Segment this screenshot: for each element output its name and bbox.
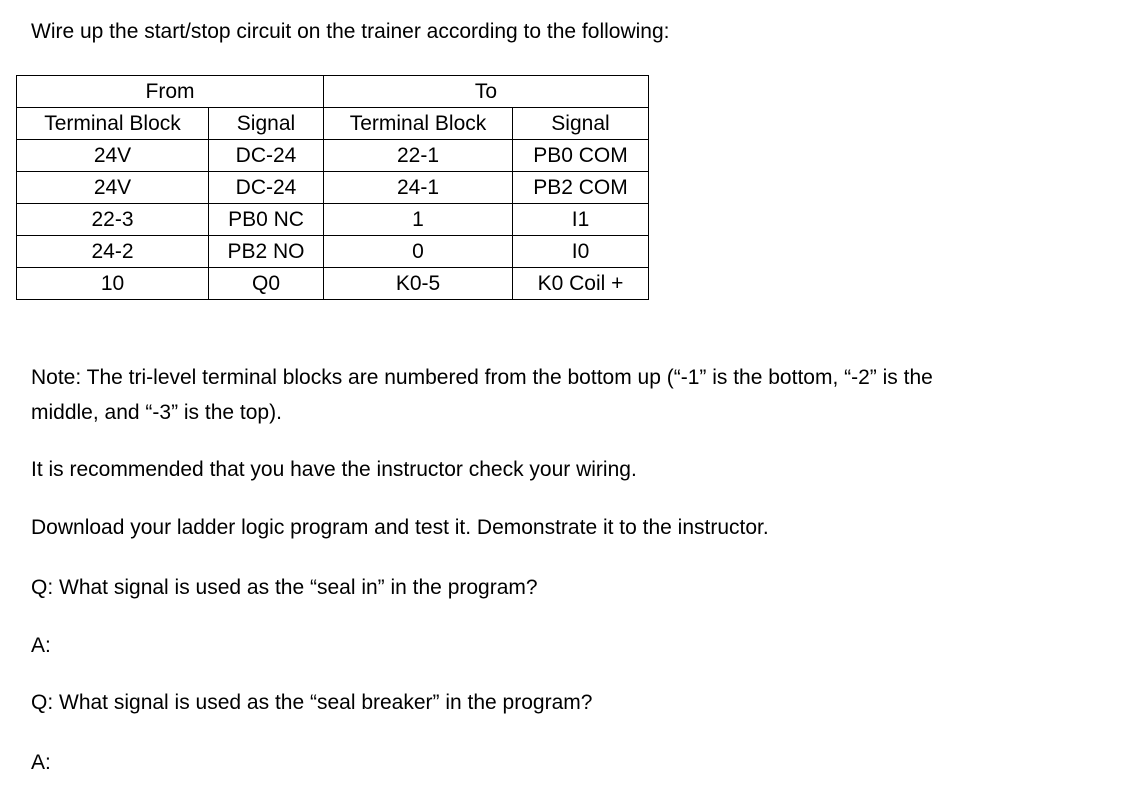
col-header-to-terminal-block: Terminal Block bbox=[324, 108, 513, 140]
table-cell: 24V bbox=[17, 172, 209, 204]
note-text-line-2: middle, and “-3” is the top). bbox=[31, 401, 282, 424]
note-text-line-1: Note: The tri-level terminal blocks are numbered from the bottom up (“-1” is the bottom, “-2” is the bbox=[31, 366, 933, 389]
col-header-from-signal: Signal bbox=[209, 108, 324, 140]
table-cell: 0 bbox=[324, 236, 513, 268]
table-cell: 1 bbox=[324, 204, 513, 236]
table-cell: PB0 COM bbox=[513, 140, 649, 172]
table-cell: PB2 NO bbox=[209, 236, 324, 268]
table-cell: DC-24 bbox=[209, 140, 324, 172]
col-header-to-signal: Signal bbox=[513, 108, 649, 140]
table-row bbox=[17, 236, 649, 268]
group-to-header: To bbox=[324, 76, 649, 108]
table-cell: I0 bbox=[513, 236, 649, 268]
table-row bbox=[17, 140, 649, 172]
intro-text: Wire up the start/stop circuit on the trainer according to the following: bbox=[31, 20, 670, 43]
table-row bbox=[17, 268, 649, 300]
question-seal-breaker: Q: What signal is used as the “seal breaker” in the program? bbox=[31, 691, 593, 714]
table-cell: I1 bbox=[513, 204, 649, 236]
table-row bbox=[17, 204, 649, 236]
table-cell: K0-5 bbox=[324, 268, 513, 300]
col-header-from-terminal-block: Terminal Block bbox=[17, 108, 209, 140]
table-cell: 24-1 bbox=[324, 172, 513, 204]
table-cell: K0 Coil + bbox=[513, 268, 649, 300]
table-group-header-row bbox=[17, 76, 649, 108]
wiring-table bbox=[16, 75, 649, 300]
table-column-header-row bbox=[17, 108, 649, 140]
table-cell: 22-1 bbox=[324, 140, 513, 172]
table-cell: Q0 bbox=[209, 268, 324, 300]
group-from-header: From bbox=[17, 76, 324, 108]
table-cell: PB2 COM bbox=[513, 172, 649, 204]
table-cell: 22-3 bbox=[17, 204, 209, 236]
answer-label-1: A: bbox=[31, 634, 51, 657]
table-row bbox=[17, 172, 649, 204]
table-cell: 10 bbox=[100, 271, 125, 295]
table-cell: 24V bbox=[17, 140, 209, 172]
download-instruction-text: Download your ladder logic program and test it. Demonstrate it to the instructor. bbox=[31, 516, 769, 539]
answer-label-2: A: bbox=[31, 751, 51, 774]
table-cell: 24-2 bbox=[17, 236, 209, 268]
recommendation-text: It is recommended that you have the instructor check your wiring. bbox=[31, 458, 637, 481]
table-cell: DC-24 bbox=[209, 172, 324, 204]
question-seal-in: Q: What signal is used as the “seal in” in the program? bbox=[31, 576, 538, 599]
table-cell: PB0 NC bbox=[209, 204, 324, 236]
